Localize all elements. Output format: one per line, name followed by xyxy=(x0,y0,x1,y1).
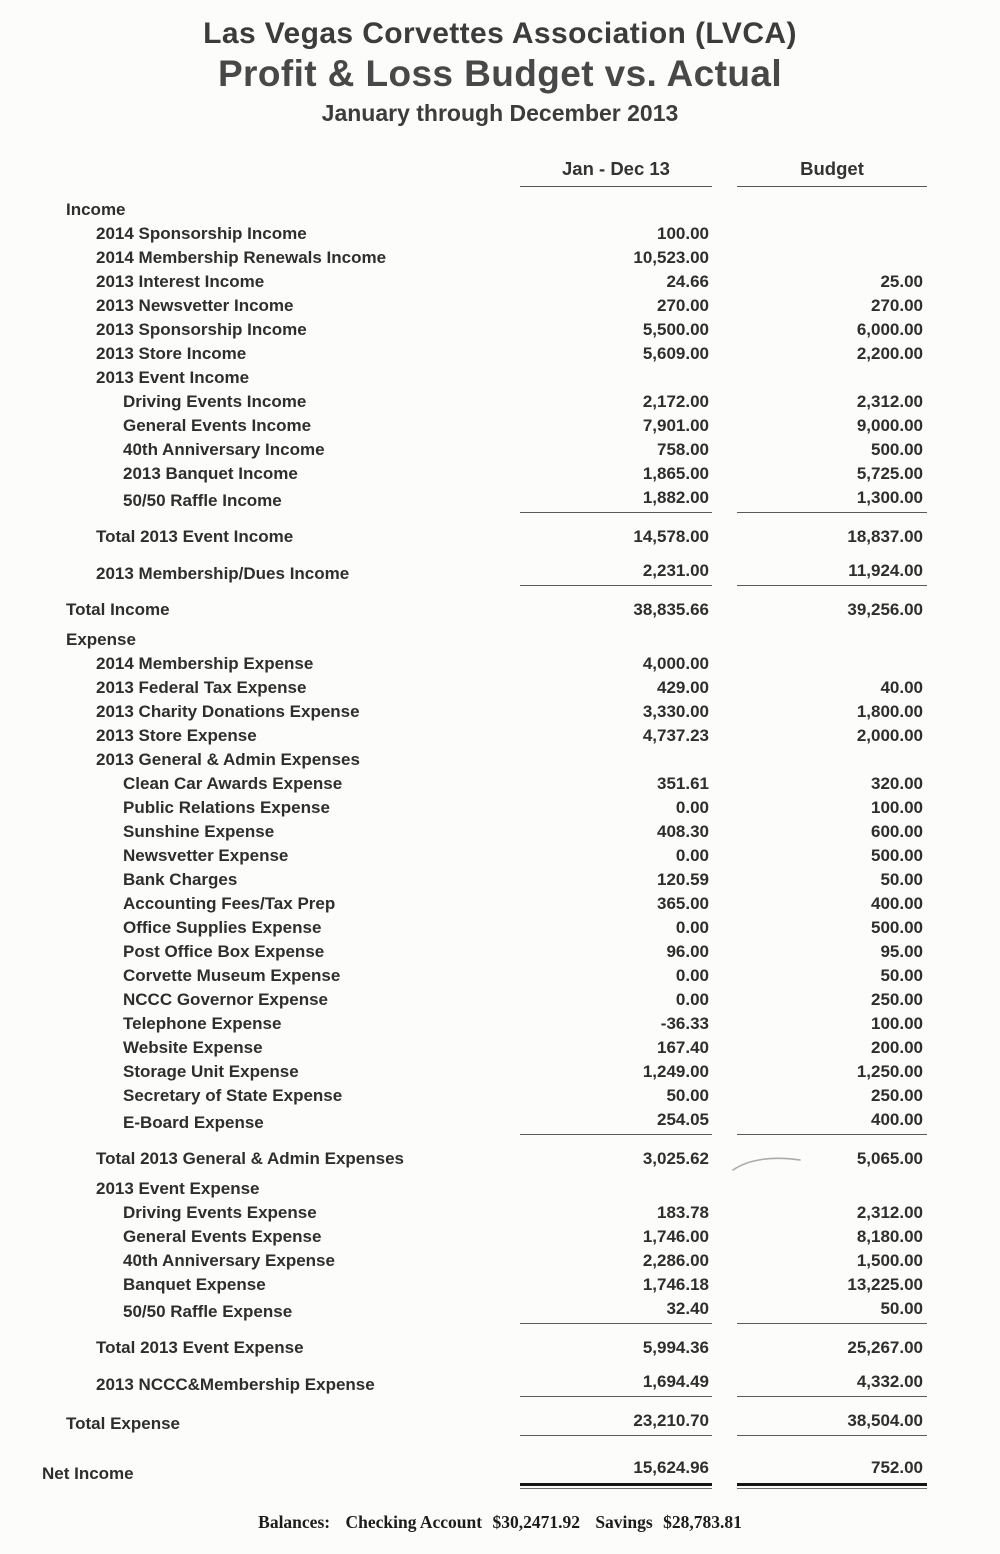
row-label: Clean Car Awards Expense xyxy=(123,774,343,793)
budget-amount: 95.00 xyxy=(880,942,923,961)
actual-amount: -36.33 xyxy=(660,1014,709,1033)
actual-amount: 5,994.36 xyxy=(642,1338,709,1357)
row-label: 40th Anniversary Expense xyxy=(123,1251,335,1270)
row-label: Storage Unit Expense xyxy=(123,1062,299,1081)
pl-row xyxy=(0,342,1000,366)
pl-table-body xyxy=(0,198,1000,1486)
budget-amount: 1,250.00 xyxy=(856,1062,923,1081)
budget-amount: 25.00 xyxy=(880,272,923,291)
pl-row xyxy=(0,1273,1000,1297)
actual-amount: 7,901.00 xyxy=(642,416,709,435)
actual-amount: 4,737.23 xyxy=(642,726,709,745)
budget-amount: 4,332.00 xyxy=(737,1370,927,1397)
row-label: Secretary of State Expense xyxy=(123,1086,343,1105)
pl-row xyxy=(0,1336,1000,1360)
actual-amount: 24.66 xyxy=(666,272,709,291)
pl-row xyxy=(0,1201,1000,1225)
row-label: NCCC Governor Expense xyxy=(123,990,328,1009)
budget-amount: 50.00 xyxy=(880,966,923,985)
pl-row xyxy=(0,294,1000,318)
actual-amount: 120.59 xyxy=(657,870,709,889)
column-header-actual: Jan - Dec 13 xyxy=(520,157,712,187)
pl-row xyxy=(0,652,1000,676)
budget-amount: 400.00 xyxy=(737,1108,927,1135)
budget-amount: 1,300.00 xyxy=(737,486,927,513)
actual-amount: 96.00 xyxy=(666,942,709,961)
checking-account-value: $30,2471.92 xyxy=(492,1512,580,1532)
row-label: Bank Charges xyxy=(123,870,238,889)
row-label: Telephone Expense xyxy=(123,1014,282,1033)
row-label: Expense xyxy=(66,630,136,649)
pl-row xyxy=(0,916,1000,940)
row-label: Total 2013 Event Income xyxy=(96,527,294,546)
actual-amount: 38,835.66 xyxy=(633,600,709,619)
actual-amount: 32.40 xyxy=(520,1297,712,1324)
savings-label: Savings xyxy=(595,1512,653,1532)
actual-amount: 167.40 xyxy=(657,1038,709,1057)
actual-amount: 0.00 xyxy=(675,846,709,865)
pl-row xyxy=(0,1249,1000,1273)
row-label: 2013 Banquet Income xyxy=(123,464,298,483)
budget-amount: 50.00 xyxy=(880,870,923,889)
pl-row xyxy=(0,676,1000,700)
checking-account-label: Checking Account xyxy=(345,1512,483,1532)
actual-amount: 14,578.00 xyxy=(633,527,709,546)
actual-amount: 1,865.00 xyxy=(642,464,709,483)
row-label: 2014 Membership Expense xyxy=(96,654,314,673)
row-label: Driving Events Expense xyxy=(123,1203,317,1222)
pl-row xyxy=(0,700,1000,724)
row-label: Public Relations Expense xyxy=(123,798,330,817)
row-label: 2013 Event Income xyxy=(96,368,250,387)
budget-amount: 270.00 xyxy=(871,296,923,315)
budget-amount: 200.00 xyxy=(871,1038,923,1057)
row-label: 50/50 Raffle Expense xyxy=(123,1302,293,1321)
budget-amount: 500.00 xyxy=(871,440,923,459)
budget-amount: 2,312.00 xyxy=(856,1203,923,1222)
actual-amount: 15,624.96 xyxy=(520,1456,712,1486)
actual-amount: 408.30 xyxy=(657,822,709,841)
budget-amount: 600.00 xyxy=(871,822,923,841)
org-title: Las Vegas Corvettes Association (LVCA) xyxy=(203,17,797,50)
actual-amount: 50.00 xyxy=(666,1086,709,1105)
pl-row xyxy=(0,462,1000,486)
row-label: 2013 Newsvetter Income xyxy=(96,296,294,315)
budget-amount: 1,500.00 xyxy=(856,1251,923,1270)
balances-footer xyxy=(0,1512,1000,1533)
row-label: 2013 Interest Income xyxy=(96,272,265,291)
row-label: 2013 Charity Donations Expense xyxy=(96,702,360,721)
pl-row xyxy=(0,964,1000,988)
budget-amount: 6,000.00 xyxy=(856,320,923,339)
budget-amount: 25,267.00 xyxy=(847,1338,923,1357)
row-label: Post Office Box Expense xyxy=(123,942,325,961)
actual-amount: 351.61 xyxy=(657,774,709,793)
row-label: 2013 Federal Tax Expense xyxy=(96,678,307,697)
budget-amount: 250.00 xyxy=(871,1086,923,1105)
actual-amount: 254.05 xyxy=(520,1108,712,1135)
actual-amount: 1,249.00 xyxy=(642,1062,709,1081)
pl-row xyxy=(0,988,1000,1012)
pl-row xyxy=(0,1108,1000,1135)
budget-amount: 2,000.00 xyxy=(856,726,923,745)
budget-amount: 752.00 xyxy=(737,1456,927,1486)
pl-row xyxy=(0,1370,1000,1397)
pl-row xyxy=(0,796,1000,820)
actual-amount: 10,523.00 xyxy=(633,248,709,267)
pl-row xyxy=(0,940,1000,964)
actual-amount: 365.00 xyxy=(657,894,709,913)
row-label: E-Board Expense xyxy=(123,1113,264,1132)
budget-amount: 50.00 xyxy=(737,1297,927,1324)
budget-amount: 5,725.00 xyxy=(856,464,923,483)
actual-amount: 1,746.00 xyxy=(642,1227,709,1246)
row-label: Corvette Museum Expense xyxy=(123,966,341,985)
actual-amount: 4,000.00 xyxy=(642,654,709,673)
pl-row xyxy=(0,525,1000,549)
actual-amount: 0.00 xyxy=(675,918,709,937)
budget-amount: 18,837.00 xyxy=(847,527,923,546)
budget-amount: 320.00 xyxy=(871,774,923,793)
actual-amount: 1,882.00 xyxy=(520,486,712,513)
pl-row xyxy=(0,366,1000,390)
row-label: 2013 Store Income xyxy=(96,344,247,363)
balances-label: Balances: xyxy=(258,1512,331,1532)
row-label: Income xyxy=(66,200,126,219)
pl-row xyxy=(0,486,1000,513)
budget-amount: 8,180.00 xyxy=(856,1227,923,1246)
actual-amount: 270.00 xyxy=(657,296,709,315)
row-label: Driving Events Income xyxy=(123,392,307,411)
row-label: 2014 Membership Renewals Income xyxy=(96,248,387,267)
pencil-mark xyxy=(731,1152,803,1174)
actual-amount: 0.00 xyxy=(675,966,709,985)
budget-amount: 2,200.00 xyxy=(856,344,923,363)
report-period: January through December 2013 xyxy=(321,100,679,126)
report-title: Profit & Loss Budget vs. Actual xyxy=(217,53,783,94)
pl-row xyxy=(0,772,1000,796)
row-label: 2013 Membership/Dues Income xyxy=(96,564,350,583)
row-label: Accounting Fees/Tax Prep xyxy=(123,894,336,913)
row-label: Office Supplies Expense xyxy=(123,918,322,937)
row-label: Sunshine Expense xyxy=(123,822,275,841)
pl-row xyxy=(0,598,1000,622)
budget-amount: 2,312.00 xyxy=(856,392,923,411)
budget-amount: 5,065.00 xyxy=(856,1149,923,1168)
row-label: Total Expense xyxy=(66,1414,180,1433)
row-label: 40th Anniversary Income xyxy=(123,440,325,459)
budget-amount: 100.00 xyxy=(871,1014,923,1033)
pl-row xyxy=(0,390,1000,414)
row-label: Total Income xyxy=(66,600,170,619)
savings-value: $28,783.81 xyxy=(663,1512,742,1532)
pl-row xyxy=(0,820,1000,844)
row-label: 2013 NCCC&Membership Expense xyxy=(96,1375,375,1394)
pl-row xyxy=(0,414,1000,438)
pl-row xyxy=(0,724,1000,748)
row-label: Banquet Expense xyxy=(123,1275,266,1294)
row-label: General Events Income xyxy=(123,416,312,435)
pl-row xyxy=(0,270,1000,294)
actual-amount: 0.00 xyxy=(675,990,709,1009)
row-label: General Events Expense xyxy=(123,1227,322,1246)
actual-amount: 2,172.00 xyxy=(642,392,709,411)
actual-amount: 1,746.18 xyxy=(642,1275,709,1294)
pl-row xyxy=(0,438,1000,462)
column-headers xyxy=(0,157,1000,187)
budget-amount: 400.00 xyxy=(871,894,923,913)
pl-row xyxy=(0,1036,1000,1060)
row-label: 50/50 Raffle Income xyxy=(123,491,282,510)
actual-amount: 100.00 xyxy=(657,224,709,243)
pl-row xyxy=(0,1084,1000,1108)
pl-row xyxy=(0,748,1000,772)
pl-row xyxy=(0,1456,1000,1486)
row-label: Newsvetter Expense xyxy=(123,846,289,865)
row-label: 2013 General & Admin Expenses xyxy=(96,750,360,769)
pl-row xyxy=(0,198,1000,222)
pl-row xyxy=(0,868,1000,892)
row-label: Net Income xyxy=(42,1464,134,1483)
actual-amount: 2,231.00 xyxy=(520,559,712,586)
actual-amount: 23,210.70 xyxy=(520,1409,712,1436)
budget-amount: 500.00 xyxy=(871,846,923,865)
pl-row xyxy=(0,1147,1000,1171)
budget-amount: 38,504.00 xyxy=(737,1409,927,1436)
row-label: 2013 Event Expense xyxy=(96,1179,260,1198)
budget-amount: 1,800.00 xyxy=(856,702,923,721)
pl-row xyxy=(0,1297,1000,1324)
actual-amount: 183.78 xyxy=(657,1203,709,1222)
pl-row xyxy=(0,1409,1000,1436)
pl-row xyxy=(0,628,1000,652)
budget-amount: 40.00 xyxy=(880,678,923,697)
actual-amount: 5,609.00 xyxy=(642,344,709,363)
report-header xyxy=(0,0,1000,127)
row-label: Total 2013 General & Admin Expenses xyxy=(96,1149,405,1168)
row-label: Website Expense xyxy=(123,1038,263,1057)
actual-amount: 5,500.00 xyxy=(642,320,709,339)
pl-row xyxy=(0,222,1000,246)
actual-amount: 758.00 xyxy=(657,440,709,459)
row-label: Total 2013 Event Expense xyxy=(96,1338,304,1357)
budget-amount: 13,225.00 xyxy=(847,1275,923,1294)
pl-row xyxy=(0,1060,1000,1084)
row-label: 2014 Sponsorship Income xyxy=(96,224,307,243)
pl-row xyxy=(0,559,1000,586)
actual-amount: 3,025.62 xyxy=(642,1149,709,1168)
pl-row xyxy=(0,318,1000,342)
column-header-budget: Budget xyxy=(737,157,927,187)
row-label: 2013 Store Expense xyxy=(96,726,257,745)
budget-amount: 250.00 xyxy=(871,990,923,1009)
budget-amount: 100.00 xyxy=(871,798,923,817)
actual-amount: 429.00 xyxy=(657,678,709,697)
actual-amount: 2,286.00 xyxy=(642,1251,709,1270)
pl-row xyxy=(0,1012,1000,1036)
budget-amount: 9,000.00 xyxy=(856,416,923,435)
pl-row xyxy=(0,246,1000,270)
pl-row xyxy=(0,1177,1000,1201)
budget-amount: 11,924.00 xyxy=(737,559,927,586)
pl-row xyxy=(0,892,1000,916)
actual-amount: 0.00 xyxy=(675,798,709,817)
actual-amount: 1,694.49 xyxy=(520,1370,712,1397)
budget-amount: 500.00 xyxy=(871,918,923,937)
row-label: 2013 Sponsorship Income xyxy=(96,320,307,339)
budget-amount: 39,256.00 xyxy=(847,600,923,619)
pl-row xyxy=(0,1225,1000,1249)
pl-row xyxy=(0,844,1000,868)
actual-amount: 3,330.00 xyxy=(642,702,709,721)
